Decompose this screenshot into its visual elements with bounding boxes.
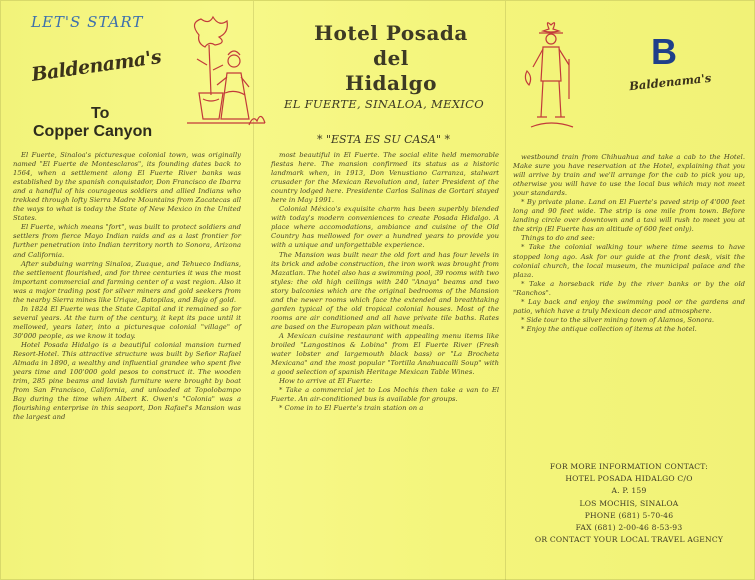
- contact-info-block: [513, 461, 745, 546]
- copper-canyon-heading: Copper Canyon: [33, 123, 153, 140]
- man-with-sombrero-illustration: [521, 19, 581, 134]
- column-2-text: [271, 151, 499, 413]
- col1-paragraph: El Fuerte, which means "fort", was built to protect soldiers and settlers from fierce Mayo Indian raids and as a last frontier for further penetration into Indian territory north to Sonora, Arizona and California.: [13, 223, 241, 259]
- col2-paragraph: * Come in to El Fuerte's train station on a: [279, 404, 424, 413]
- contact-travel-agency: OR CONTACT YOUR LOCAL TRAVEL AGENCY: [534, 535, 724, 545]
- col2-paragraph: The Mansion was built near the old fort and has four levels in its brick and adobe construction, the iron work was brought from Mazatlan. The hotel also has a swimming pool, 39 rooms with two styles: the old high ceilings with 240 "Anaya" beams and two story balconies which are the original bedrooms of the Mansion and the newer rooms which face the extended and breathtaking garden typical of the old tropical colonial houses. Most of the rooms are air conditioned and all have private tile baths. Rates are based on the European plan without meals.: [271, 250, 499, 331]
- fold-line-right: [505, 1, 506, 580]
- col3-paragraph: * Side tour to the silver mining town of Alamos, Sonora.: [521, 315, 715, 324]
- col2-paragraph: most beautiful in El Fuerte. The social elite held memorable fiestas here. The mansion confirmed its status as a historic landmark when, in 1913, Don Venustiano Carranza, stalwart crusader for the Mexican Revolution and, later President of the country lodged here. Presidente Carlos Salinas de Gortari stayed here in May 1991.: [271, 151, 499, 205]
- location-subtitle: EL FUERTE, SINALOA, MEXICO: [284, 97, 484, 111]
- col3-paragraph: Things to do and see:: [521, 234, 595, 243]
- col1-paragraph: In 1824 El Fuerte was the State Capital and it remained so for several years. At the turn of the century, it kept its pace until it mellowed, years later, into a picturesque colonial "village" of 30'000 people, as we know it today.: [13, 304, 241, 340]
- contact-city: LOS MOCHIS, SINALOA: [579, 498, 679, 508]
- col2-paragraph: How to arrive at El Fuerte:: [279, 377, 373, 386]
- col3-paragraph: * Take the colonial walking tour where time seems to have stopped long ago. Ask for our guide at the front desk, visit the colonial church, the local museum, the municipal palace and the plaza.: [513, 243, 745, 279]
- col3-paragraph: westbound train from Chihuahua and take a cab to the Hotel. Make sure you have reservation at the Hotel, explaining that you will arrive by train and we'll arrange for the cab to pick you up, otherwise you will have to use the local bus which may not meet your standards.: [513, 153, 745, 198]
- column-1-text: [13, 151, 241, 422]
- col1-paragraph: After subduing warring Sinaloa, Zuaque, and Tehueco Indians, the settlement flourished, and for three centuries it was the most important commercial and farming center of a vast region. Also it was a major trading post for silver miners and gold seekers from the nearby Sierra mines like Urique, Batopilas, and Baja of gold.: [13, 259, 241, 304]
- column-3-text: [513, 153, 745, 334]
- hotel-name-line-2: del: [373, 46, 409, 70]
- col2-paragraph: A Mexican cuisine restaurant with appealing menu items like broiled "Langostinos & Lobina" from El Fuerte River (Fresh water lobster and largemouth black bass) or "La Brocheta Mexicana" and the most popular "Tortilla Anahuacalli Soup" with a good selection of spanish Heritage Mexican Table Wines.: [271, 331, 499, 377]
- hotel-name-line-3: Hidalgo: [345, 71, 437, 95]
- col3-paragraph: * Take a horseback ride by the river banks or by the old "Ranchos".: [513, 279, 745, 297]
- col3-paragraph: * Enjoy the antique collection of items at the hotel.: [521, 324, 697, 333]
- motto-line: * "ESTA ES SU CASA" *: [316, 133, 451, 146]
- to-label: To: [91, 105, 110, 122]
- brand-logo-script-right: Baldenama's: [628, 70, 712, 94]
- contact-heading: FOR MORE INFORMATION CONTACT:: [549, 462, 709, 471]
- hotel-name-line-1: Hotel Posada: [314, 21, 468, 45]
- col3-paragraph: * By private plane. Land on El Fuerte's paved strip of 4'000 feet long and 90 feet wide. The strip is one mile from town. Before landing circle over downtown and a taxi will rush to meet you at the strip (El Fuerte has an altitude of 600 feet only).: [513, 198, 745, 234]
- col3-paragraph: * Lay back and enjoy the swimming pool or the gardens and patio, which have a truly Mexican decor and atmosphere.: [513, 297, 745, 315]
- contact-hotel: HOTEL POSADA HIDALGO C/O: [565, 474, 693, 484]
- col2-paragraph: * Take a commercial jet to Los Mochis then take a van to El Fuerte. An air-conditioned bus is available for groups.: [271, 386, 499, 404]
- col1-paragraph: Hotel Posada Hidalgo is a beautiful colonial mansion turned Resort-Hotel. This attractive structure was built by Señor Rafael Almada in 1890, a wealthy and influential grandee who spent five years time and 100'000 gold pesos to construct it. The wooden trim, 285 pine beams and lavish furniture were brought by boat from San Francisco, California, and unloaded at Topolobampo Bay during the time when Albert K. Owen's "Colonia" was a flourishing enterprise in this seaport, Don Rafael's Mansion was the largest and: [13, 340, 241, 422]
- lets-start-heading: LET'S START: [31, 13, 144, 31]
- woman-with-plant-illustration: [179, 15, 269, 135]
- contact-po-box: A. P. 159: [611, 486, 647, 496]
- hotel-name-heading: [291, 21, 491, 96]
- col1-paragraph: El Fuerte, Sinaloa's picturesque colonial town, was originally named "El Fuerte de Montesclaros", its founding dates back to 1564, when a settlement along El Fuerte River banks was established by the spanish conquistador, Don Francisco de Ibarra and a handful of his courageous soldiers and allied Indians who trekked through lofty Sierra Madre Mountains from Zacatecas all the ways to what is today the State of New Mexico in the United States.: [13, 151, 241, 223]
- col2-paragraph: Colonial México's exquisite charm has been superbly blended with today's modern conveniences to create Posada Hidalgo. A place where accomodations, ambiance and cuisine of the Old Country has mellowed for over a hundred years to provide you with a unique and unforgettable experience.: [271, 205, 499, 250]
- brand-logo-script: Baldenama's: [30, 46, 163, 86]
- contact-fax: FAX (681) 2-00-46 8-53-93: [575, 523, 683, 533]
- b-logo-mark: B: [651, 31, 677, 72]
- contact-phone: PHONE (681) 5-70-46: [584, 510, 674, 520]
